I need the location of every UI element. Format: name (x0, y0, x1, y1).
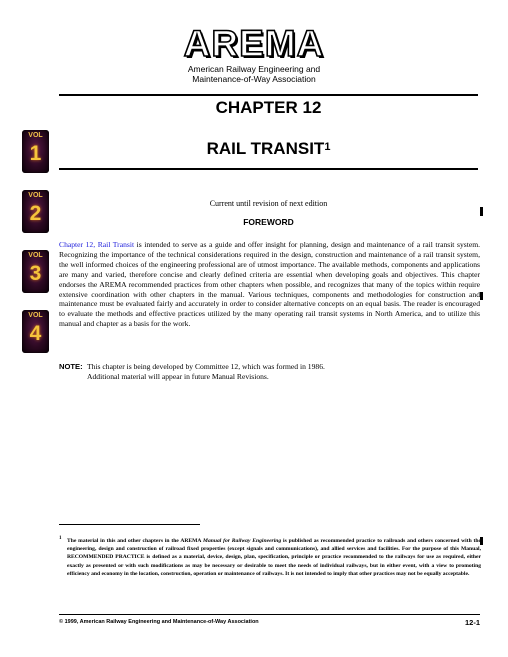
chapter-title-text: RAIL TRANSIT (206, 139, 325, 158)
arema-logo (0, 23, 508, 84)
logo-mark: AREMA (183, 23, 325, 64)
foreword-body-text: is intended to serve as a guide and offer insight for planning, design and maintenance of a rail transit system. Recognizing the importance of the technical considerations required in the design, construction and maintenance of a rail transit system, the well informed choices of the engineering professional are of utmost importance. The available methods, components and applications are many and varied, therefore concise and clearly defined criteria are essential when developing goals and objectives. This chapter endorses the AREMA recommended practices from other chapters when possible, and recognizes that many of the topics within require extensive coordination with other chapters in the manual. Various techniques, components and methodologies for construction and maintenance must be evaluated fairly and accurately in order to consider alternative concepts on an equal basis. The reader is encouraged to evaluate the methods and effective practices utilized by the many operating rail transit systems in North America, and to utilize this manual and chapter as a basis for the work. (59, 240, 480, 329)
header-bottom-rule (59, 168, 478, 170)
chapter-link[interactable]: Chapter 12, (59, 240, 98, 249)
footnote-text-a: The material in this and other chapters in the AREMA (67, 537, 203, 544)
volume-badge-2[interactable] (22, 190, 49, 233)
volume-badge-number: 2 (29, 202, 42, 225)
volume-badge-label: VOL (28, 132, 43, 139)
note-label: NOTE: (59, 362, 83, 371)
header-top-rule (59, 94, 478, 96)
footnote-rule (59, 524, 200, 525)
volume-badge-1[interactable] (22, 130, 49, 173)
footnote-text-b: is published as recommended practice to railroads and others concerned with the engineering, design and construction of railroad fixed properties (except signals and communications), and allied services and facilities. For the purpose of this Manual, RECOMMENDED PRACTICE is defined as a material, device, design, plan, specification, principle or practice recommended to the railways for use as required, either exactly as presented or with such modifications as may be necessary or desirable to meet the needs of individual railways, but in either event, with a view to promoting efficiency and economy in the location, construction, operation or maintenance of railways. It is not intended to imply that other practices may not be equally acceptable. (67, 537, 481, 578)
change-bar (480, 207, 483, 216)
page-number: 12-1 (464, 618, 480, 627)
footnote (59, 535, 481, 578)
volume-badge-number: 4 (29, 322, 42, 345)
foreword-paragraph (59, 240, 480, 329)
volume-badge-label: VOL (28, 192, 43, 199)
volume-badge-label: VOL (28, 312, 43, 319)
logo-line-1: American Railway Engineering and (187, 64, 321, 74)
rail-transit-link[interactable]: Rail Transit (97, 240, 135, 249)
chapter-number: CHAPTER 12 (215, 98, 322, 117)
volume-badge-4[interactable] (22, 310, 49, 353)
chapter-title (59, 137, 478, 161)
footnote-body (59, 537, 481, 578)
note-text: This chapter is being developed by Committee 12, which was formed in 1986. Additional material will appear in future Manual Revisions. (87, 362, 325, 381)
volume-badge-3[interactable] (22, 250, 49, 293)
logo-line-2: Maintenance-of-Way Association (192, 74, 316, 84)
footnote-marker: 1 (59, 536, 62, 541)
logo-subtitle (0, 64, 508, 84)
change-bar (480, 292, 483, 300)
chapter-title-footnote-marker: 1 (324, 141, 331, 153)
foreword-heading: FOREWORD (243, 217, 294, 227)
copyright: © 1999, American Railway Engineering and Maintenance-of-Way Association (59, 619, 259, 625)
footer-rule (59, 614, 480, 615)
volume-badge-label: VOL (28, 252, 43, 259)
footnote-manual-title: Manual for Railway Engineering (202, 537, 282, 544)
revision-status: Current until revision of next edition (209, 199, 328, 208)
volume-badge-number: 3 (29, 262, 42, 285)
volume-badge-number: 1 (29, 142, 42, 165)
